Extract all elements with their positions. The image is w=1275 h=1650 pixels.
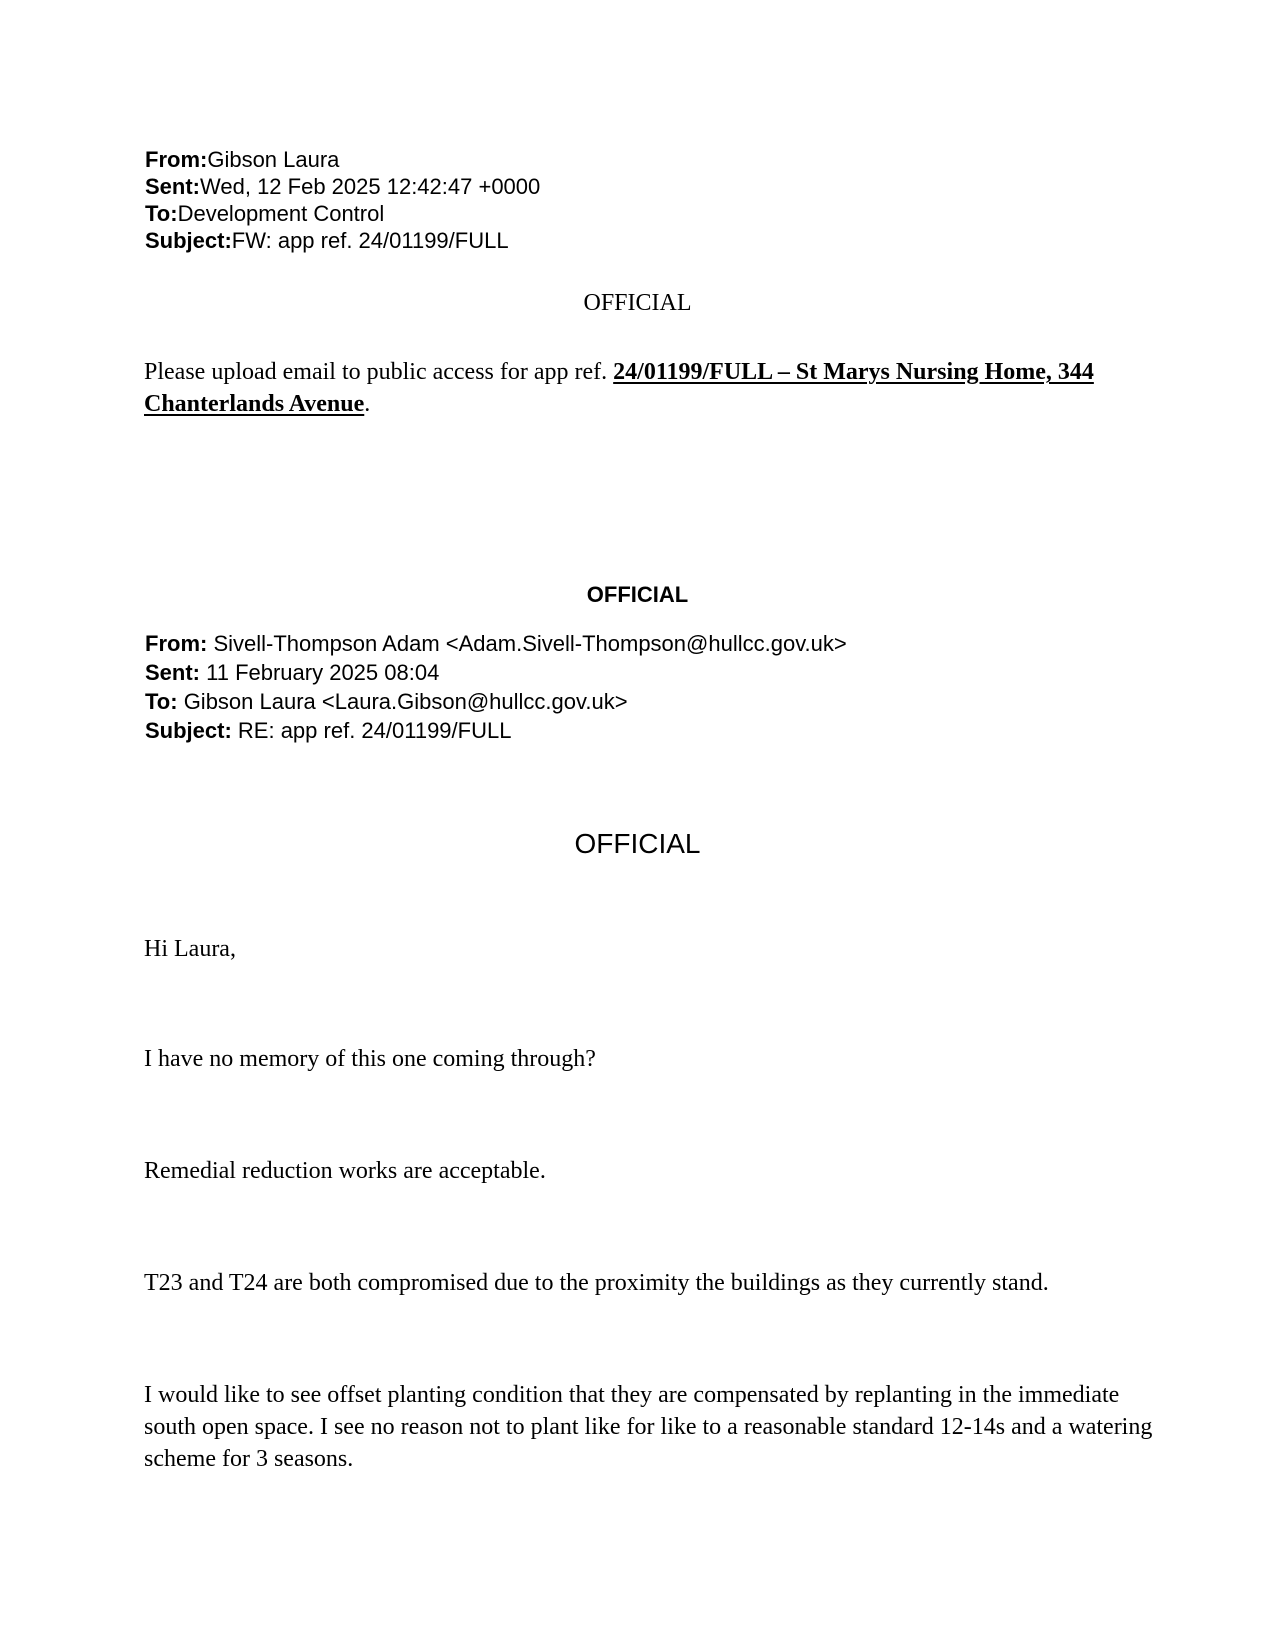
forward-to-value: Development Control xyxy=(177,201,385,226)
original-sent-value: 11 February 2025 08:04 xyxy=(200,660,440,685)
upload-request-text: Please upload email to public access for app ref. xyxy=(144,359,614,385)
original-sent-label: Sent: xyxy=(145,660,200,685)
official-classification-middle: OFFICIAL xyxy=(586,582,689,607)
original-subject-line xyxy=(145,716,1145,745)
forward-to-label: To: xyxy=(145,201,178,226)
original-subject-value: RE: app ref. 24/01199/FULL xyxy=(231,718,512,743)
original-subject-label: Subject: xyxy=(145,718,232,743)
forward-from-label: From: xyxy=(145,147,208,172)
official-classification-body: OFFICIAL xyxy=(574,828,701,859)
upload-request-period: . xyxy=(364,391,371,417)
forward-sent-label: Sent: xyxy=(145,174,200,199)
message-paragraph-replanting: I would like to see offset planting condition that they are compensated by replanting in the immediate south open space. I see no reason not to plant like for like to a reasonable standard 12-14s and a watering scheme for 3 seasons. xyxy=(144,1382,1153,1472)
original-sent-line xyxy=(145,658,1145,687)
forward-sent-line xyxy=(145,173,1135,200)
message-paragraph-memory: I have no memory of this one coming through? xyxy=(144,1046,596,1072)
official-classification-top: OFFICIAL xyxy=(583,290,692,316)
forward-from-value: Gibson Laura xyxy=(207,147,340,172)
upload-request-paragraph xyxy=(144,356,1134,420)
original-to-value: Gibson Laura <Laura.Gibson@hullcc.gov.uk> xyxy=(177,689,628,714)
message-paragraph-trees: T23 and T24 are both compromised due to the proximity the buildings as they currently stand. xyxy=(144,1270,1049,1296)
message-paragraph-remedial: Remedial reduction works are acceptable. xyxy=(144,1158,546,1184)
forward-from-line xyxy=(145,146,1135,173)
forward-sent-value: Wed, 12 Feb 2025 12:42:47 +0000 xyxy=(200,174,541,199)
original-to-line xyxy=(145,687,1145,716)
original-to-label: To: xyxy=(145,689,178,714)
original-from-line xyxy=(145,629,1145,658)
forward-subject-label: Subject: xyxy=(145,228,232,253)
greeting: Hi Laura, xyxy=(144,936,236,962)
forward-subject-line xyxy=(145,227,1135,254)
original-from-value: Sivell-Thompson Adam <Adam.Sivell-Thompson@hullcc.gov.uk> xyxy=(207,631,847,656)
forward-to-line xyxy=(145,200,1135,227)
original-from-label: From: xyxy=(145,631,208,656)
forwarded-email-header xyxy=(145,146,1135,254)
forward-subject-value: FW: app ref. 24/01199/FULL xyxy=(231,228,509,253)
original-email-header xyxy=(145,629,1145,745)
application-reference: 24/01199/FULL – St Marys Nursing Home, 344 Chanterlands Avenue xyxy=(144,359,1094,417)
